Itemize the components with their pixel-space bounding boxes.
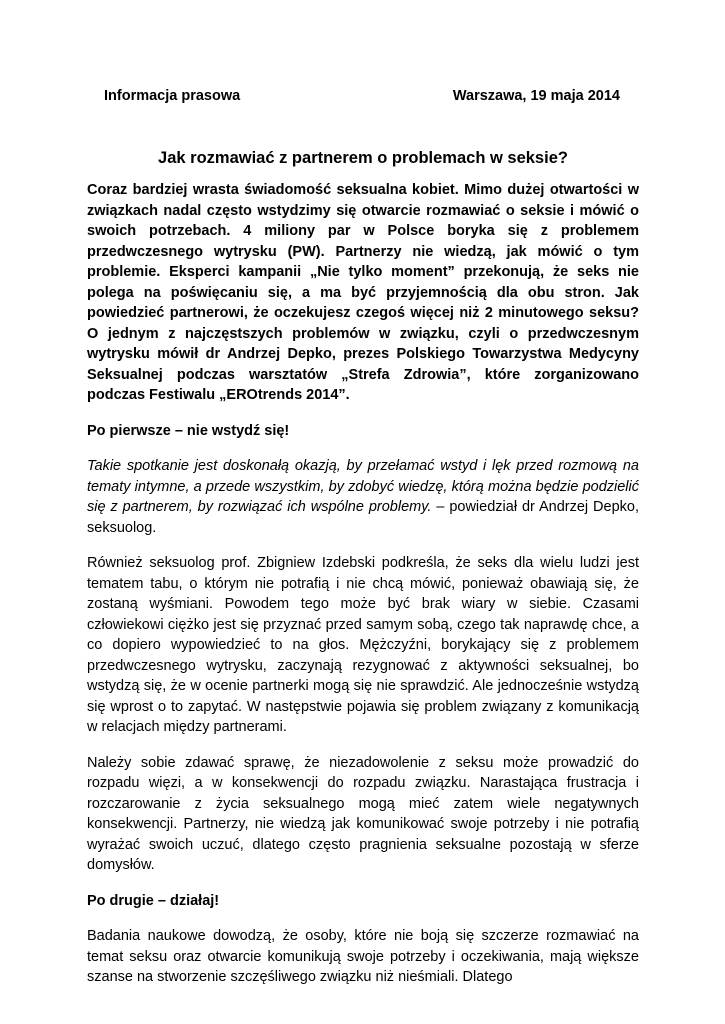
- section-heading-2: Po drugie – działaj!: [87, 892, 220, 909]
- quote-paragraph: [87, 456, 639, 538]
- body-paragraph: Należy sobie zdawać sprawę, że niezadowolenie z seksu może prowadzić do rozpadu więzi, a w konsekwencji do rozpadu związku. Narastająca frustracja i rozczarowanie z życia seksualnego mogą mieć zatem wiele negatywnych konsekwencji. Partnerzy, nie wiedzą jak komunikować swoje potrzeby i nie potrafią wyrażać swoich uczuć, dlatego często pragnienia seksualne pozostają w sferze domysłów.: [87, 754, 639, 873]
- body-paragraph: Również seksuolog prof. Zbigniew Izdebski podkreśla, że seks dla wielu ludzi jest tematem tabu, o którym nie potrafią i nie chcą mówić, ponieważ obawiają się, że zostaną wyśmiani. Powodem tego może być brak wiary w siebie. Czasami człowiekowi ciężko jest się przyznać przed samym sobą, czego tak naprawdę chce, a co dopiero wypowiedzieć to na głos. Mężczyźni, borykający się z problemem przedwczesnego wytrysku, zaczynają rezygnować z aktywności seksualnej, bo wstydzą się, że w ocenie partnerki mogą się nie sprawdzić. Ale jednocześnie wstydzą się wprost o to zapytać. W następstwie pojawia się problem związany z komunikacją w relacjach między partnerami.: [87, 555, 639, 735]
- document-title: Jak rozmawiać z partnerem o problemach w seksie?: [158, 149, 568, 167]
- press-release-label: Informacja prasowa: [104, 88, 241, 104]
- document-header: [104, 88, 620, 104]
- quote-text: Takie spotkanie jest doskonałą okazją, by przełamać wstyd i lęk przed rozmową na tematy intymne, a przede wszystkim, by zdobyć wiedzę, którą można będzie podzielić się z partnerem, by rozwiązać ich wspólne problemy.: [87, 458, 639, 515]
- document-body: [87, 180, 639, 1003]
- lead-paragraph: Coraz bardziej wrasta świadomość seksualna kobiet. Mimo dużej otwartości w związkach nadal często wstydzimy się otwarcie rozmawiać o seksie i mówić o swoich potrzebach. 4 miliony par w Polsce boryka się z problemem przedwczesnego wytrysku (PW). Partnerzy nie wiedzą, jak mówić o tym problemie. Eksperci kampanii „Nie tylko moment” przekonują, że seks nie polega na poświęcaniu się, a ma być przyjemnością dla obu stron. Jak powiedzieć partnerowi, że oczekujesz czegoś więcej niż 2 minutowego seksu? O jednym z najczęstszych problemów w związku, czyli o przedwczesnym wytrysku mówił dr Andrzej Depko, prezes Polskiego Towarzystwa Medycyny Seksualnej podczas warsztatów „Strefa Zdrowia”, które zorganizowano podczas Festiwalu „EROtrends 2014”.: [87, 182, 639, 403]
- quote-attribution: – powiedział dr Andrzej Depko, seksuolog.: [87, 499, 639, 536]
- body-paragraph: Badania naukowe dowodzą, że osoby, które nie boją się szczerze rozmawiać na temat seksu oraz otwarcie komunikują swoje potrzeby i oczekiwania, mają większe szanse na stworzenie szczęśliwego związku niż nieśmiali. Dlatego: [87, 928, 639, 985]
- section-heading-1: Po pierwsze – nie wstydź się!: [87, 422, 290, 439]
- date-location: Warszawa, 19 maja 2014: [452, 88, 620, 104]
